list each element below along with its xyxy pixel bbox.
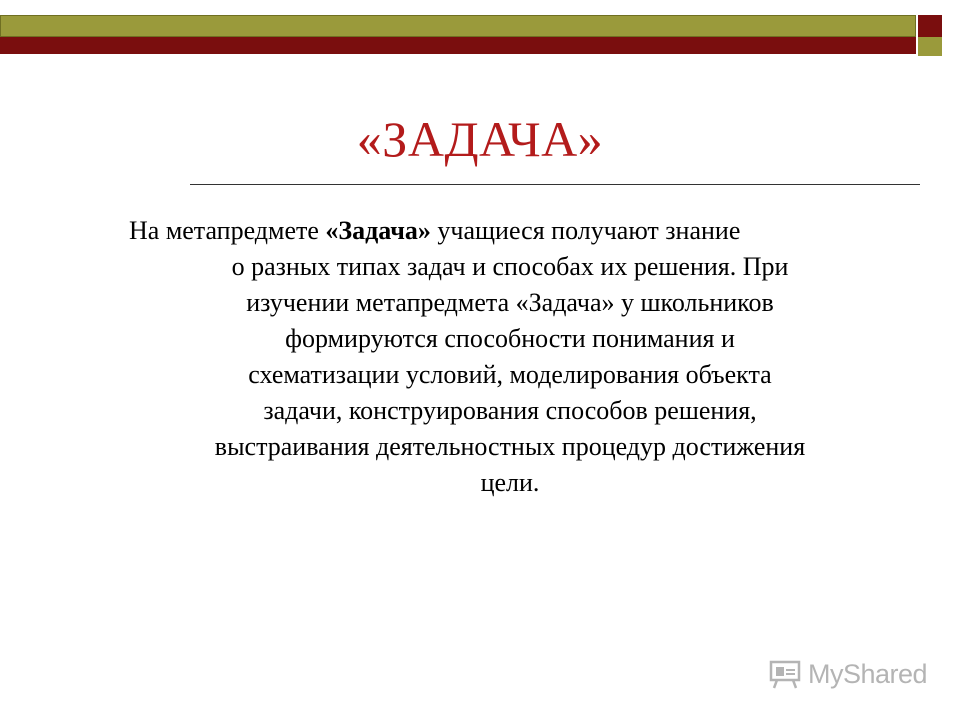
header-bar-dark-red <box>0 37 916 54</box>
body-line-8: цели. <box>480 468 540 497</box>
body-line-5: схематизации условий, моделирования объекта <box>248 360 772 389</box>
body-line-3: изучении метапредмета «Задача» у школьников <box>246 288 774 317</box>
title-divider <box>190 184 920 185</box>
header-square-dark-red <box>918 15 942 37</box>
header-square-olive <box>918 37 942 56</box>
slide-title: «ЗАДАЧА» <box>356 111 604 167</box>
header-bar-olive <box>0 15 916 37</box>
body-line-1-suffix: учащиеся получают знание <box>430 216 741 245</box>
body-line-7: выстраивания деятельностных процедур достижения <box>214 432 806 461</box>
watermark-text: MyShared <box>808 658 928 689</box>
classroom-board-icon <box>768 659 802 689</box>
body-line-2: о разных типах задач и способах их решения. При <box>231 252 789 281</box>
body-line-6: задачи, конструирования способов решения, <box>263 396 757 425</box>
body-line-4: формируются способности понимания и <box>285 324 735 353</box>
body-line-1-prefix: На метапредмете <box>129 216 326 245</box>
body-line-1-bold-term: «Задача» <box>325 216 431 245</box>
body-line-1 <box>125 213 895 249</box>
watermark <box>768 654 927 694</box>
slide-body-text <box>125 213 895 501</box>
